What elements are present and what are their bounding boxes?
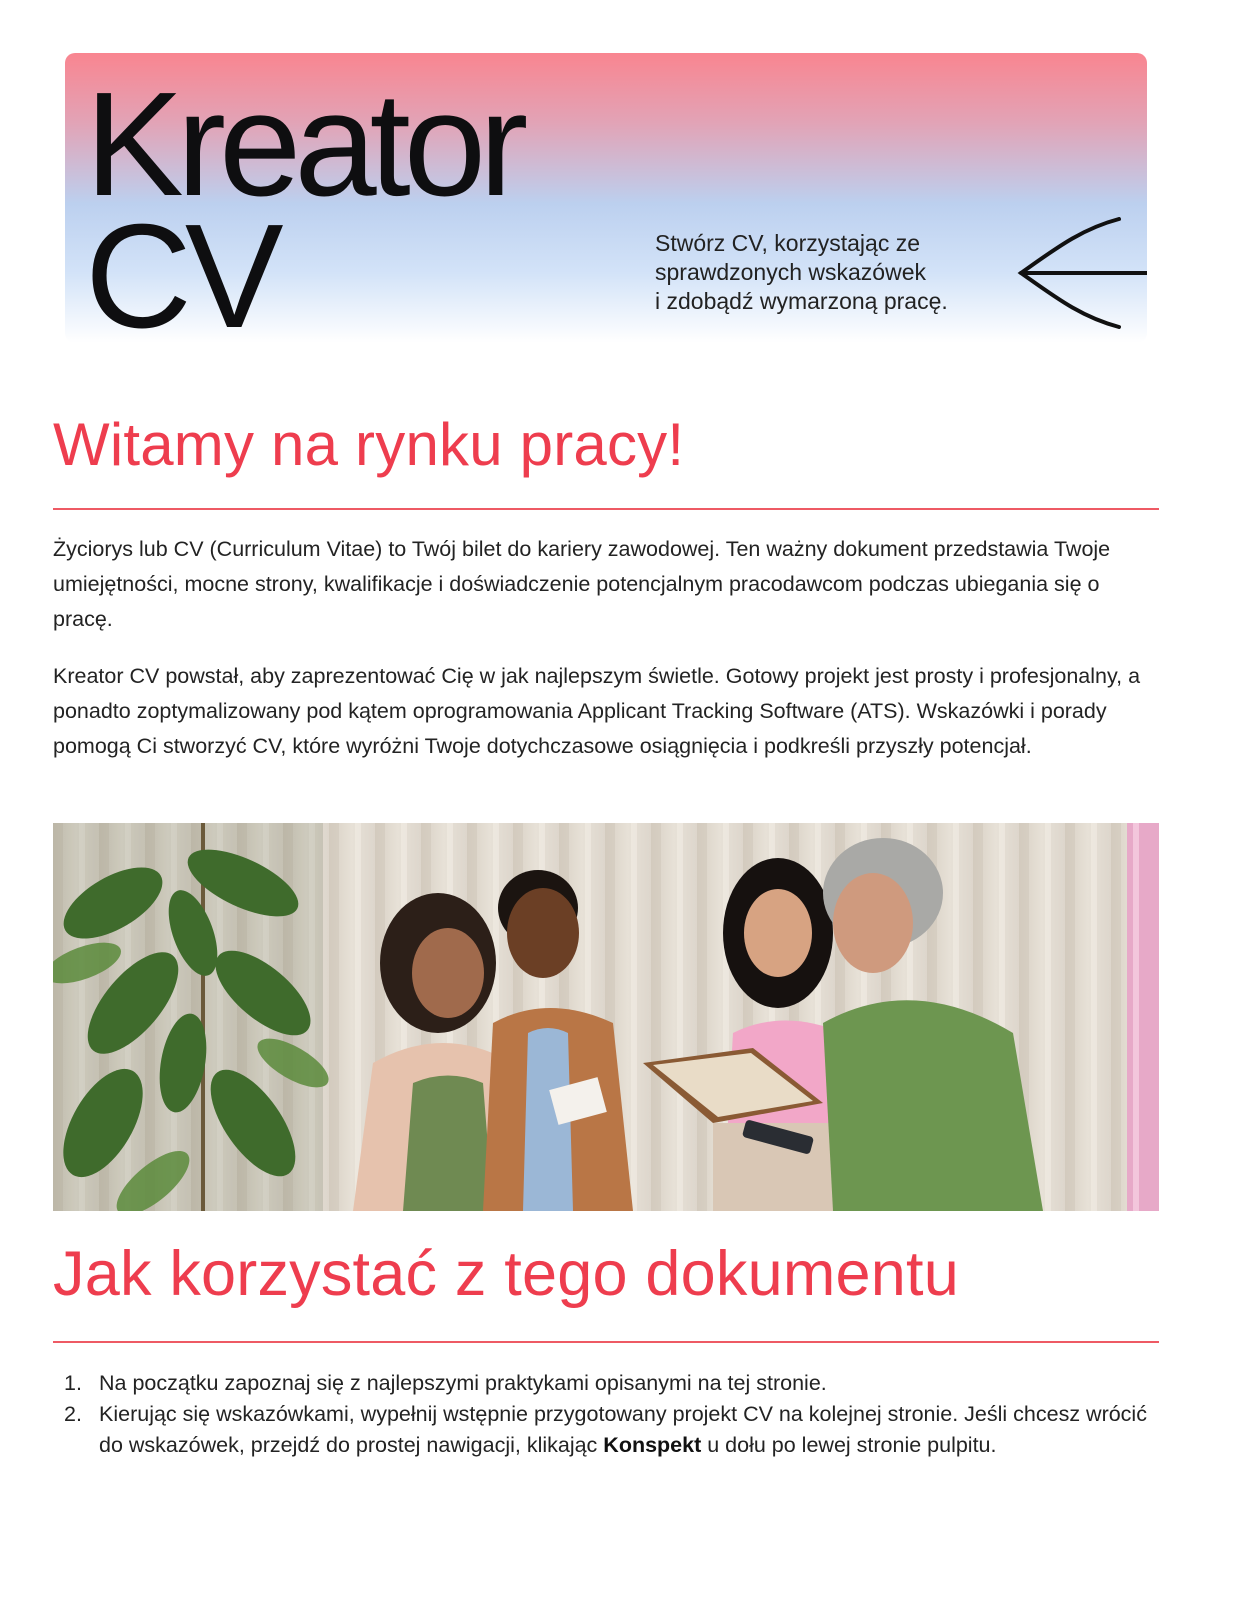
hero-tagline-line-2: sprawdzonych wskazówek [655,259,927,285]
list-item [53,1399,1159,1461]
list-item-text-end: u dołu po lewej stronie pulpitu. [701,1433,997,1457]
welcome-divider [53,508,1159,510]
list-item-text: Na początku zapoznaj się z najlepszymi praktykami opisanymi na tej stronie. [99,1371,827,1395]
hero-tagline [655,229,1000,316]
hero-tagline-line-1: Stwórz CV, korzystając ze [655,230,921,256]
konspekt-label: Konspekt [603,1433,702,1457]
welcome-paragraph-1: Życiorys lub CV (Curriculum Vitae) to Twój bilet do kariery zawodowej. Ten ważny dokument przedstawia Twoje umiejętności, mocne strony, kwalifikacje i doświadczenie potencjalnym pracodawcom podczas ubiegania się o pracę. [53,537,1111,631]
welcome-heading: Witamy na rynku pracy! [53,411,685,478]
list-item-number: 2. [64,1402,82,1426]
list-item-text: Kierując się wskazówkami, wypełnij wstępnie przygotowany projekt CV na kolejnej stronie. Jeśli chcesz wrócić do wskazówek, przejdź do prostej nawigacji, klikając [99,1402,1147,1457]
hero-title-line-2: CV [85,194,277,343]
howto-steps [53,1368,1159,1461]
howto-divider [53,1341,1159,1343]
hero-tagline-line-3: i zdobądź wymarzoną pracę. [655,288,948,314]
list-item [53,1368,1159,1399]
list-item-number: 1. [64,1371,82,1395]
arrow-left-icon [1015,217,1147,329]
team-photo [53,823,1159,1211]
hero-title [85,62,522,343]
howto-heading: Jak korzystać z tego dokumentu [53,1239,959,1309]
hero-banner [65,53,1147,343]
welcome-paragraph-2: Kreator CV powstał, aby zaprezentować Cię w jak najlepszym świetle. Gotowy projekt jest prosty i profesjonalny, a ponadto zoptymalizowany pod kątem oprogramowania Applicant Tracking Software (ATS). Wskazówki i porady pomogą Ci stworzyć CV, które wyróżni Twoje dotychczasowe osiągnięcia i podkreśli przyszły potencjał. [53,664,1141,758]
hero-title-line-1: Kreator [85,62,522,227]
